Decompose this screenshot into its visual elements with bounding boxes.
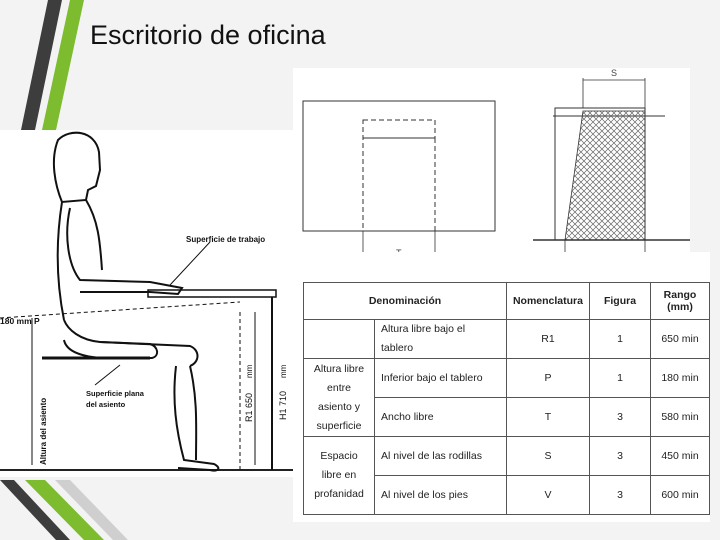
row-nomenclatura: S xyxy=(506,437,589,476)
group-label-espacio: Espacio libre en profanidad xyxy=(304,437,375,515)
row-rango: 180 min xyxy=(651,359,710,398)
row-rango: 650 min xyxy=(651,320,710,359)
h1-dimension-label: H1 710 xyxy=(278,390,288,420)
row-figura: 1 xyxy=(590,320,651,359)
page-title: Escritorio de oficina xyxy=(90,20,326,50)
row-nomenclatura: T xyxy=(506,398,589,437)
r1-unit-label: mm xyxy=(245,364,254,378)
row-figura: 3 xyxy=(590,398,651,437)
row-name: Al nivel de las rodillas xyxy=(375,437,507,476)
p-dimension-label: 180 mm P xyxy=(0,316,40,326)
row-nomenclatura: V xyxy=(506,476,589,515)
h1-unit-label: mm xyxy=(279,364,288,378)
header-denominacion: Denominación xyxy=(304,283,507,320)
table-header-row xyxy=(304,283,710,320)
row-nomenclatura: R1 xyxy=(506,320,589,359)
specifications-table xyxy=(303,282,710,515)
group-empty-cell xyxy=(304,320,375,359)
header-rango-label: Rango xyxy=(663,289,697,301)
group-label-altura: Altura libre entre asiento y superficie xyxy=(304,359,375,437)
row-rango: 580 min xyxy=(651,398,710,437)
clearance-plan-diagram xyxy=(293,68,690,273)
header-figura: Figura xyxy=(590,283,651,320)
work-surface-label: Superficie de trabajo xyxy=(186,235,266,244)
specifications-table-panel xyxy=(293,252,710,522)
row-name: Al nivel de los pies xyxy=(375,476,507,515)
row-rango: 600 min xyxy=(651,476,710,515)
row-nomenclatura: P xyxy=(506,359,589,398)
header-rango xyxy=(651,283,710,320)
row-figura: 3 xyxy=(590,476,651,515)
seat-surface-label-line2: del asiento xyxy=(86,400,126,409)
row-rango: 450 min xyxy=(651,437,710,476)
row-figura: 1 xyxy=(590,359,651,398)
table-row xyxy=(304,437,710,476)
row-figura: 3 xyxy=(590,437,651,476)
table-row xyxy=(304,320,710,359)
r1-dimension-label: R1 650 xyxy=(244,392,254,422)
seat-height-label: Altura del asiento xyxy=(39,397,48,465)
seat-surface-label-line1: Superficie plana xyxy=(86,389,144,398)
row-name: Altura libre bajo el tablero xyxy=(375,320,507,359)
row-name: Ancho libre xyxy=(375,398,507,437)
s-dimension-label: S xyxy=(611,68,618,78)
seated-figure-diagram xyxy=(0,130,293,477)
header-nomenclatura: Nomenclatura xyxy=(506,283,589,320)
header-rango-unit: (mm) xyxy=(667,301,693,313)
table-row xyxy=(304,359,710,398)
row-name: Inferior bajo el tablero xyxy=(375,359,507,398)
